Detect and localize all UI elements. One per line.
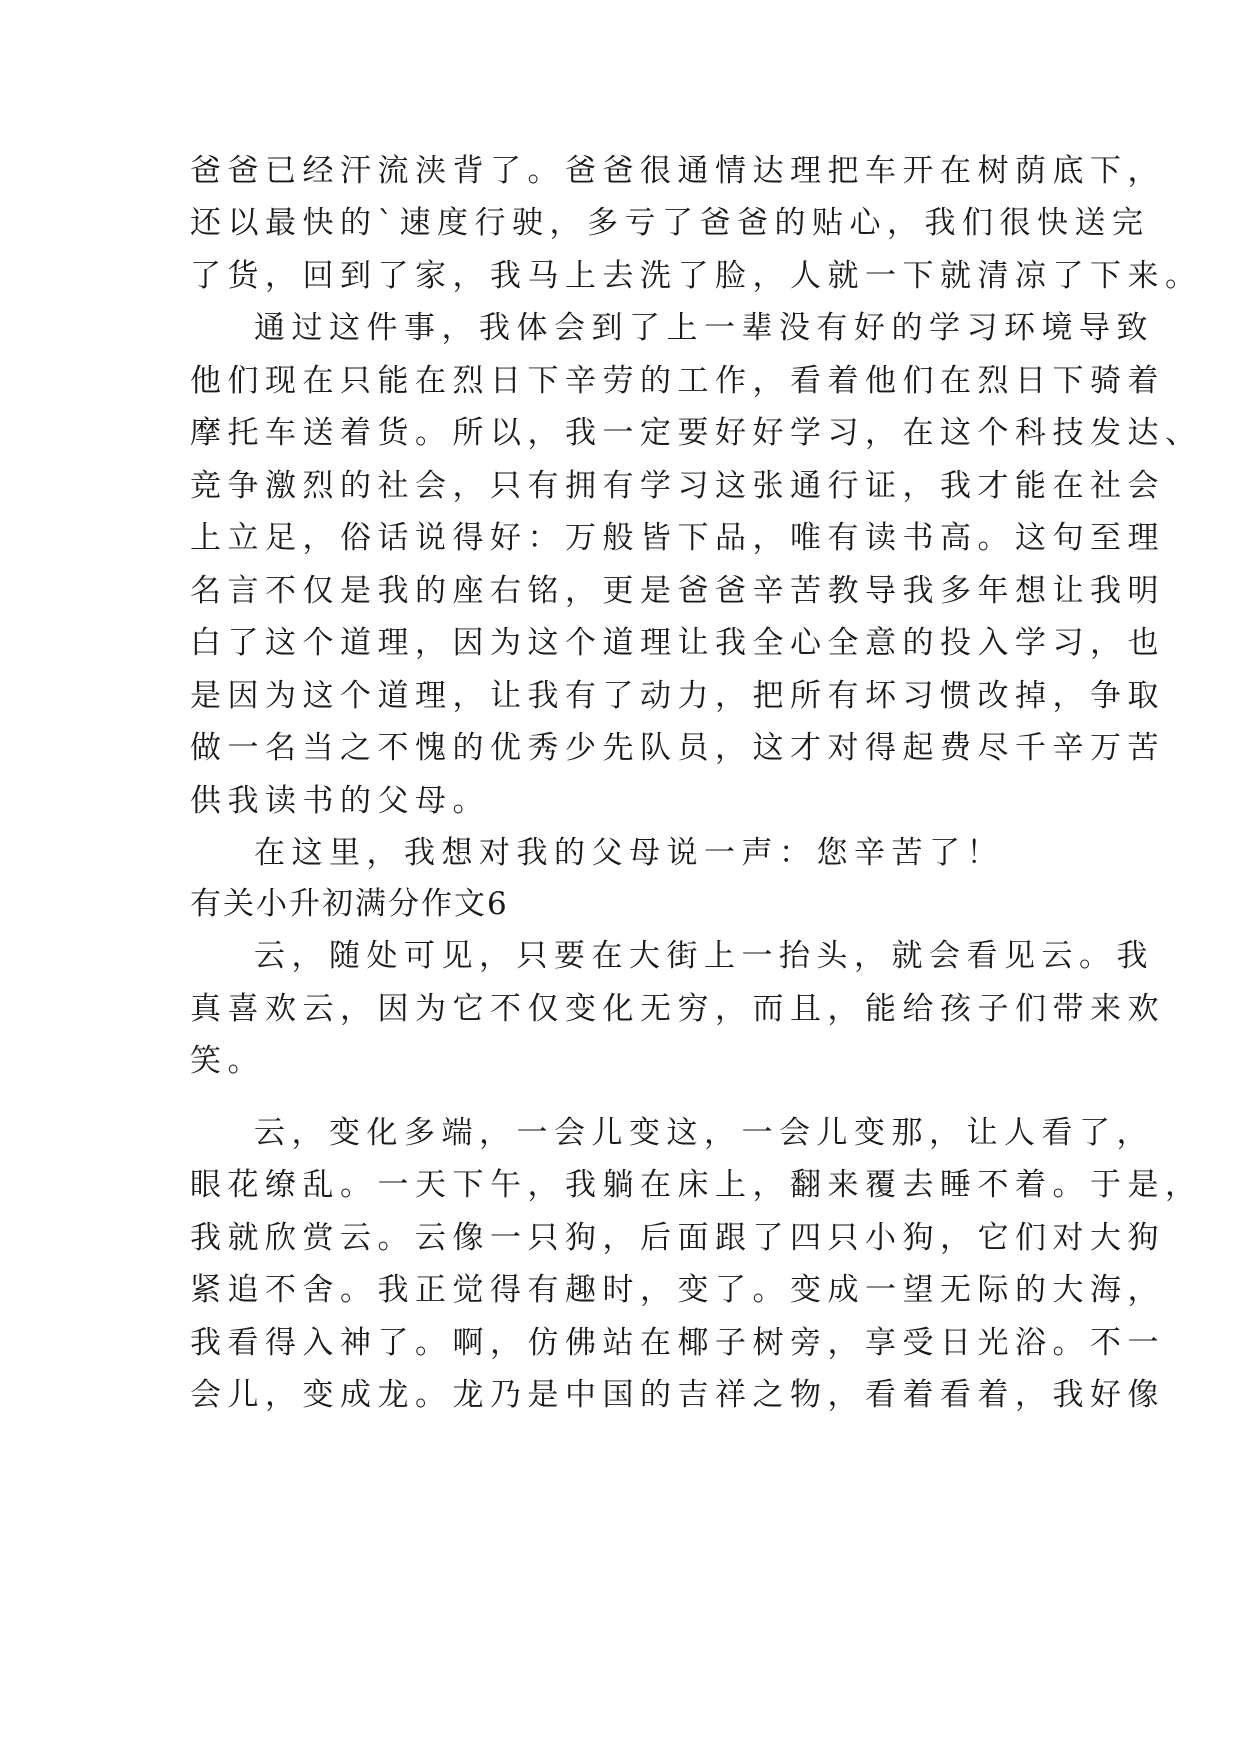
text-line: 还以最快的`速度行驶，多亏了爸爸的贴心，我们很快送完 (190, 205, 1150, 241)
text-line: 会儿，变成龙。龙乃是中国的吉祥之物，看着看着，我好像 (190, 1377, 1165, 1413)
text-line: 做一名当之不愧的优秀少先队员，这才对得起费尽千辛万苦 (190, 730, 1165, 766)
text-line: 上立足，俗话说得好：万般皆下品，唯有读书高。这句至理 (190, 520, 1165, 556)
section-heading: 有关小升初满分作文6 (190, 886, 509, 922)
text-line: 是因为这个道理，让我有了动力，把所有坏习惯改掉，争取 (190, 678, 1165, 714)
text-line: 云，变化多端，一会儿变这，一会儿变那，让人看了， (254, 1115, 1154, 1151)
text-line: 紧追不舍。我正觉得有趣时，变了。变成一望无际的大海， (190, 1272, 1165, 1308)
text-line: 名言不仅是我的座右铭，更是爸爸辛苦教导我多年想让我明 (190, 573, 1165, 609)
text-line: 供我读书的父母。 (190, 783, 490, 819)
text-line: 我看得入神了。啊，仿佛站在椰子树旁，享受日光浴。不一 (190, 1325, 1165, 1361)
text-line: 他们现在只能在烈日下辛劳的工作，看着他们在烈日下骑着 (190, 363, 1165, 399)
text-line: 真喜欢云，因为它不仅变化无穷，而且，能给孩子们带来欢 (190, 991, 1165, 1027)
text-line: 我就欣赏云。云像一只狗，后面跟了四只小狗，它们对大狗 (190, 1220, 1165, 1256)
text-line: 了货，回到了家，我马上去洗了脸，人就一下就清凉了下来。 (190, 258, 1203, 294)
text-line: 竞争激烈的社会，只有拥有学习这张通行证，我才能在社会 (190, 468, 1165, 504)
text-line: 通过这件事，我体会到了上一辈没有好的学习环境导致 (254, 310, 1154, 346)
text-line: 爸爸已经汗流浃背了。爸爸很通情达理把车开在树荫底下， (190, 153, 1165, 189)
text-line: 眼花缭乱。一天下午，我躺在床上，翻来覆去睡不着。于是， (190, 1167, 1203, 1203)
text-line: 在这里，我想对我的父母说一声：您辛苦了！ (254, 835, 1004, 871)
text-line: 摩托车送着货。所以，我一定要好好学习，在这个科技发达、 (190, 415, 1203, 451)
text-line: 云，随处可见，只要在大街上一抬头，就会看见云。我 (254, 938, 1154, 974)
text-line: 笑。 (190, 1043, 265, 1079)
text-line: 白了这个道理，因为这个道理让我全心全意的投入学习，也 (190, 625, 1165, 661)
